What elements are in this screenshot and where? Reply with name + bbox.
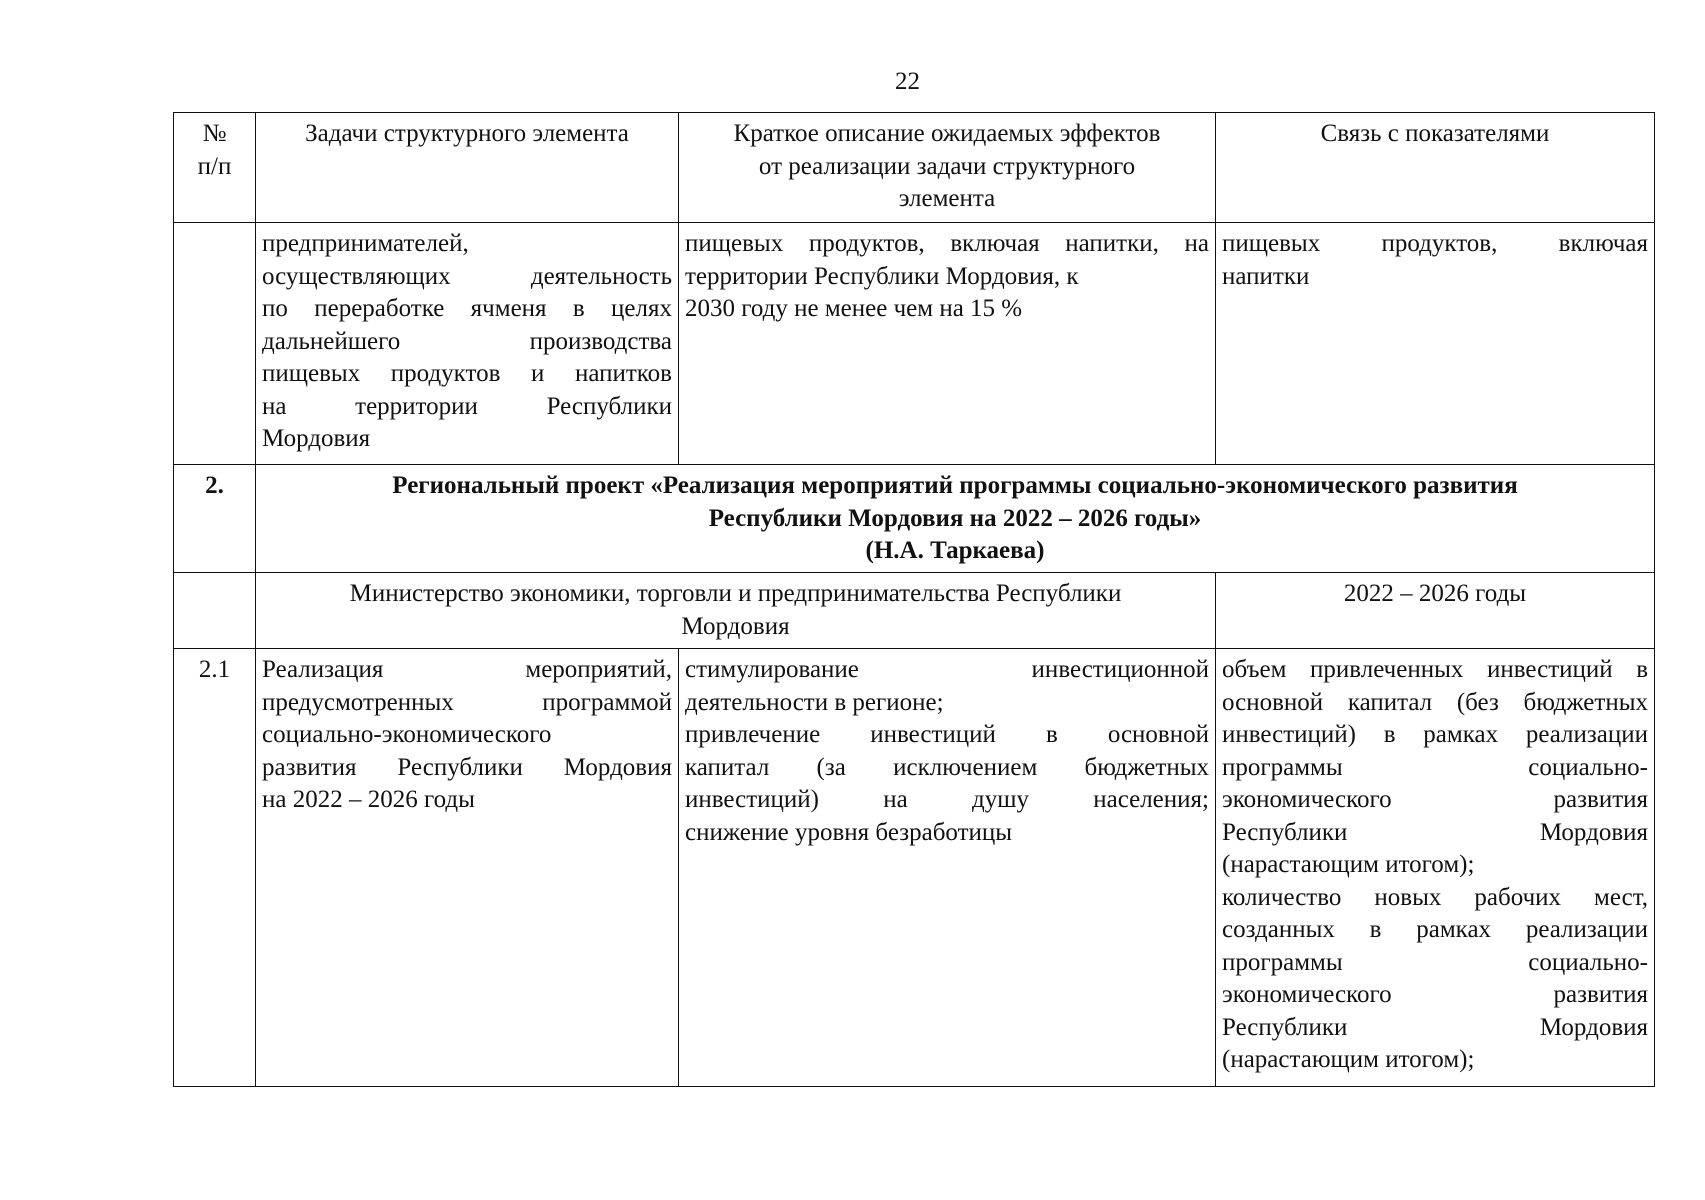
task-line: социально-экономического bbox=[262, 721, 552, 748]
effect-line: снижение уровня безработицы bbox=[685, 818, 1013, 846]
responsible-executor bbox=[256, 573, 1216, 649]
effect-line: деятельности в регионе; bbox=[685, 688, 944, 716]
task-line: предпринимателей, bbox=[262, 230, 469, 257]
section-title bbox=[256, 465, 1655, 573]
table-header-row bbox=[174, 113, 1655, 223]
indicator-line: инвестиций) в рамках реализации bbox=[1222, 721, 1648, 748]
indicator-cell bbox=[1216, 649, 1655, 1087]
section-title-line: (Н.А. Таркаева) bbox=[865, 537, 1045, 564]
structural-elements-table bbox=[173, 112, 1655, 1087]
task-line: предусмотренных программой bbox=[262, 688, 672, 716]
effect-line: капитал (за исключением бюджетных bbox=[685, 753, 1209, 781]
header-num bbox=[174, 113, 256, 223]
indicator-line: основной капитал (без бюджетных bbox=[1222, 688, 1648, 716]
header-effects-line: от реализации задачи структурного bbox=[758, 152, 1136, 180]
effect-line: стимулирование инвестиционной bbox=[685, 656, 1209, 683]
row-number-cell: 2.1 bbox=[174, 649, 256, 1087]
task-line: Мордовия bbox=[262, 425, 371, 452]
section-number: 2. bbox=[174, 465, 256, 573]
indicator-line: напитки bbox=[1222, 262, 1310, 290]
implementation-period: 2022 – 2026 годы bbox=[1216, 573, 1655, 649]
executor-line: Министерство экономики, торговли и предпринимательства Республики bbox=[349, 580, 1122, 607]
indicator-line: программы социально- bbox=[1222, 753, 1648, 781]
indicator-cell bbox=[1216, 223, 1655, 465]
effect-line: территории Республики Мордовия, к bbox=[685, 262, 1079, 290]
effect-line: 2030 году не менее чем на 15 % bbox=[685, 295, 1023, 322]
table-row bbox=[174, 649, 1655, 1087]
header-effects-line: элемента bbox=[898, 185, 996, 212]
header-effects-line: Краткое описание ожидаемых эффектов bbox=[733, 120, 1161, 147]
indicator-line: объем привлеченных инвестиций в bbox=[1222, 656, 1648, 683]
effect-cell bbox=[679, 223, 1216, 465]
executor-line: Мордовия bbox=[681, 612, 790, 640]
task-line: развития Республики Мордовия bbox=[262, 753, 672, 781]
header-num-line: № bbox=[202, 120, 227, 147]
indicator-line: количество новых рабочих мест, bbox=[1222, 883, 1648, 911]
indicator-line: Республики Мордовия bbox=[1222, 818, 1648, 846]
header-num-line: п/п bbox=[197, 152, 232, 180]
task-line: осуществляющих деятельность bbox=[262, 262, 672, 290]
indicator-line: созданных в рамках реализации bbox=[1222, 916, 1648, 943]
task-line: на 2022 – 2026 годы bbox=[262, 786, 475, 813]
effect-line: инвестиций) на душу населения; bbox=[685, 786, 1209, 813]
section-row bbox=[174, 465, 1655, 573]
effect-line: привлечение инвестиций в основной bbox=[685, 721, 1209, 748]
indicator-line: Республики Мордовия bbox=[1222, 1013, 1648, 1041]
indicator-line: (нарастающим итогом); bbox=[1222, 851, 1475, 878]
section-title-line: Республики Мордовия на 2022 – 2026 годы» bbox=[708, 504, 1202, 532]
section-title-line: Региональный проект «Реализация мероприятий программы социально-экономического развития bbox=[392, 472, 1518, 499]
responsible-row bbox=[174, 573, 1655, 649]
effect-line: пищевых продуктов, включая напитки, на bbox=[685, 230, 1209, 257]
task-line: дальнейшего производства bbox=[262, 327, 672, 355]
row-number-cell bbox=[174, 573, 256, 649]
task-line: по переработке ячменя в целях bbox=[262, 295, 672, 322]
header-effects bbox=[679, 113, 1216, 223]
task-line: пищевых продуктов и напитков bbox=[262, 360, 672, 387]
indicator-line: экономического развития bbox=[1222, 981, 1648, 1008]
header-tasks: Задачи структурного элемента bbox=[256, 113, 679, 223]
effect-cell bbox=[679, 649, 1216, 1087]
task-line: на территории Республики bbox=[262, 392, 672, 420]
table-row bbox=[174, 223, 1655, 465]
task-line: Реализация мероприятий, bbox=[262, 656, 672, 683]
task-cell bbox=[256, 223, 679, 465]
indicator-line: пищевых продуктов, включая bbox=[1222, 230, 1648, 257]
header-indicators: Связь с показателями bbox=[1216, 113, 1655, 223]
indicator-line: экономического развития bbox=[1222, 786, 1648, 813]
row-number-cell bbox=[174, 223, 256, 465]
indicator-line: (нарастающим итогом); bbox=[1222, 1046, 1475, 1073]
page-number: 22 bbox=[895, 68, 920, 95]
indicator-line: программы социально- bbox=[1222, 948, 1648, 976]
task-cell bbox=[256, 649, 679, 1087]
